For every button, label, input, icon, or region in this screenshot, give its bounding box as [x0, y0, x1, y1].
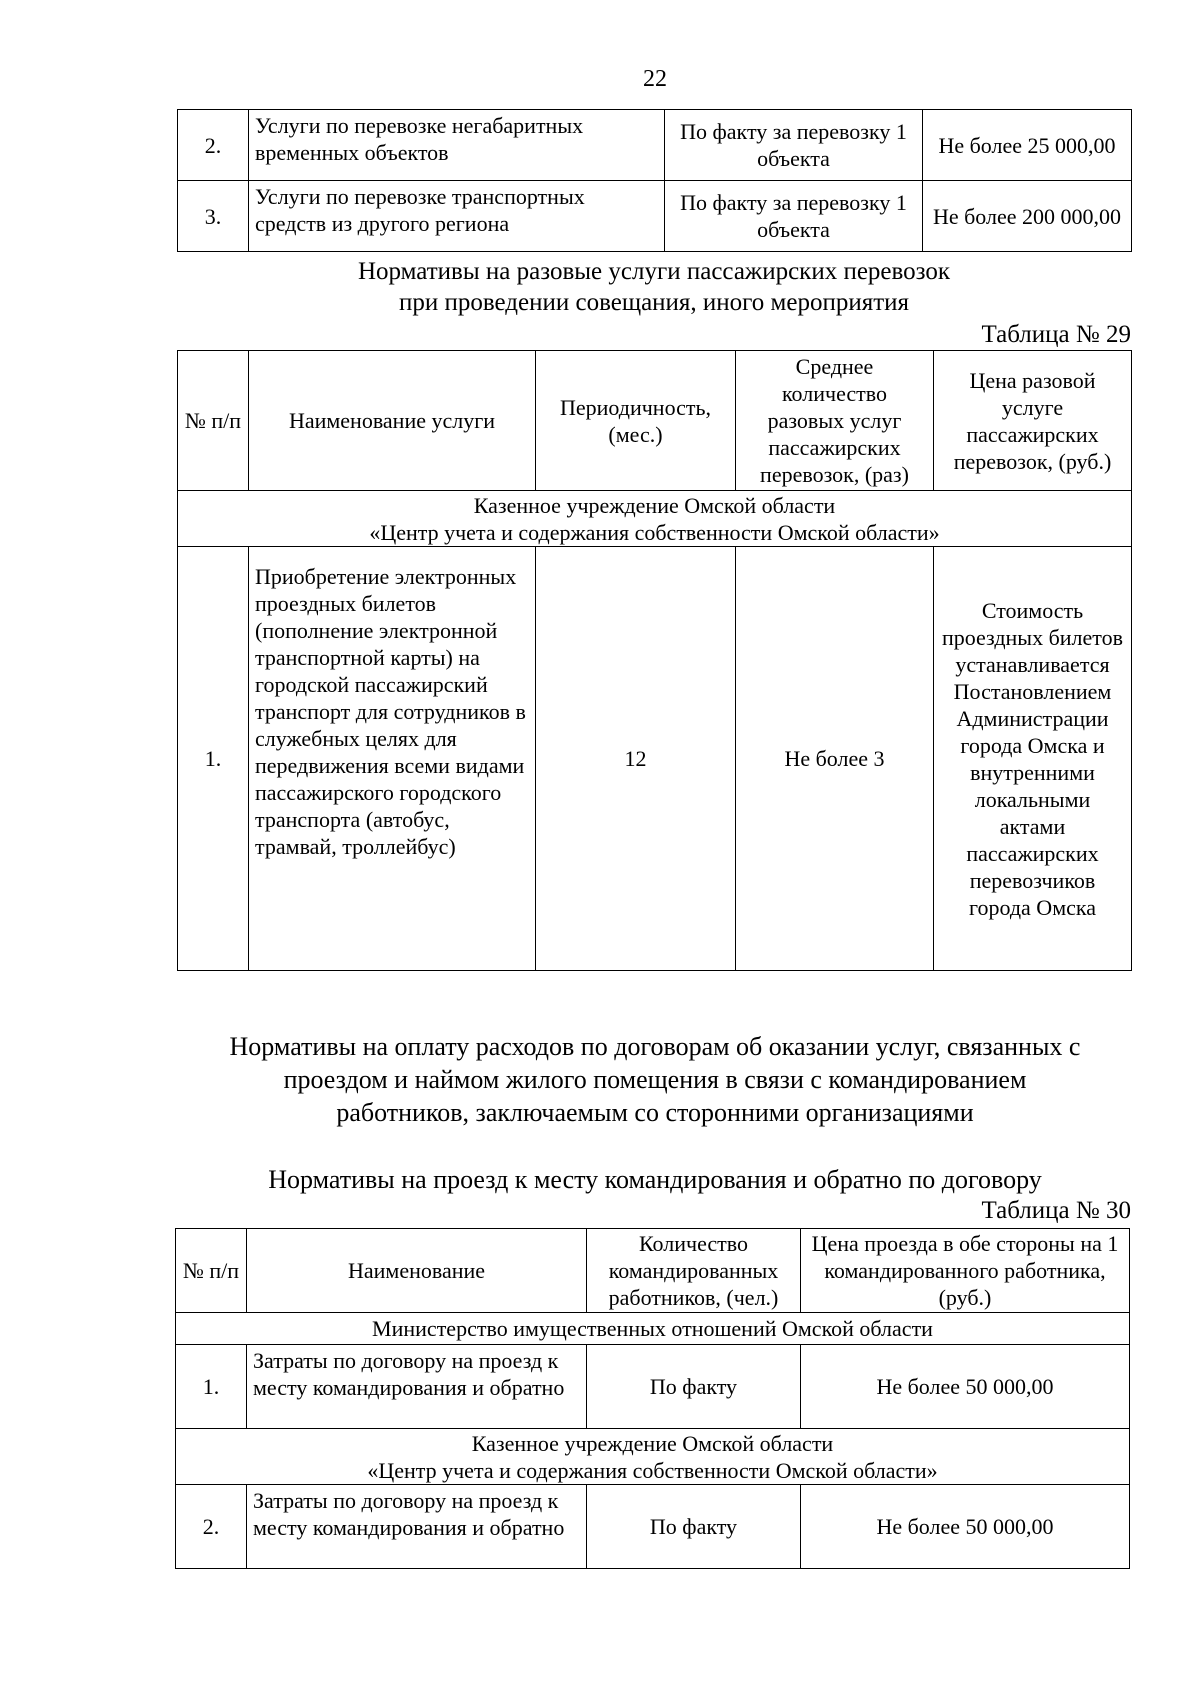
section-heading — [177, 256, 1131, 318]
cost-name: Затраты по договору на проезд к месту командирования и обратно — [247, 1345, 587, 1429]
column-header-num: № п/п — [176, 1229, 247, 1313]
service-period: 12 — [536, 547, 736, 971]
service-price: Стоимость проездных билетов устанавливается Постановлением Администрации города Омска и внутренними локальными актами пассажирских перевозчиков города Омска — [934, 547, 1132, 971]
group-title — [178, 491, 1132, 547]
table-row — [176, 1345, 1130, 1429]
group-title-line: «Центр учета и содержания собственности Омской области» — [369, 519, 940, 545]
table-29 — [177, 350, 1132, 971]
section-heading-line: работников, заключаемым со сторонними организациями — [336, 1098, 974, 1127]
section-heading-line: Нормативы на оплату расходов по договорам об оказании услуг, связанных с — [229, 1032, 1081, 1061]
row-number: 1. — [178, 547, 249, 971]
cost-price: Не более 50 000,00 — [801, 1345, 1130, 1429]
row-number: 2. — [176, 1485, 247, 1569]
cost-name: Затраты по договору на проезд к месту командирования и обратно — [247, 1485, 587, 1569]
row-number: 2. — [178, 110, 249, 181]
page-number: 22 — [643, 66, 667, 92]
row-number: 1. — [176, 1345, 247, 1429]
continued-table — [177, 109, 1132, 252]
group-title-line: Казенное учреждение Омской области — [471, 1430, 834, 1456]
column-header-period: Периодичность, (мес.) — [536, 351, 736, 491]
group-title-line: Казенное учреждение Омской области — [473, 492, 836, 518]
column-header-price: Цена разовой услуге пассажирских перевозок, (руб.) — [934, 351, 1132, 491]
table-header-row — [178, 351, 1132, 491]
section-heading — [100, 1030, 1200, 1129]
section-heading-line: проездом и наймом жилого помещения в связи с командированием — [283, 1065, 1027, 1094]
group-title-line: «Центр учета и содержания собственности Омской области» — [367, 1457, 938, 1483]
service-price: Не более 200 000,00 — [923, 181, 1132, 252]
table-row — [176, 1485, 1130, 1569]
table-label: Таблица № 29 — [981, 321, 1131, 348]
table-header-row — [176, 1229, 1130, 1313]
cost-price: Не более 50 000,00 — [801, 1485, 1130, 1569]
cost-count: По факту — [587, 1345, 801, 1429]
group-title: Министерство имущественных отношений Омской области — [176, 1313, 1130, 1345]
service-name: Услуги по перевозке транспортных средств из другого региона — [249, 181, 665, 252]
row-number: 3. — [178, 181, 249, 252]
column-header-num: № п/п — [178, 351, 249, 491]
table-label: Таблица № 30 — [981, 1197, 1131, 1224]
table-row — [178, 181, 1132, 252]
service-basis: По факту за перевозку 1 объекта — [665, 110, 923, 181]
service-name: Услуги по перевозке негабаритных временных объектов — [249, 110, 665, 181]
column-header-count: Количество командированных работников, (чел.) — [587, 1229, 801, 1313]
column-header-count: Среднее количество разовых услуг пассажирских перевозок, (раз) — [736, 351, 934, 491]
service-price: Не более 25 000,00 — [923, 110, 1132, 181]
section-subheading: Нормативы на проезд к месту командирования и обратно по договору — [268, 1165, 1042, 1194]
group-title — [176, 1429, 1130, 1485]
table-row — [178, 110, 1132, 181]
column-header-name: Наименование — [247, 1229, 587, 1313]
section-heading-line: Нормативы на разовые услуги пассажирских перевозок — [357, 258, 951, 285]
group-row — [176, 1313, 1130, 1345]
cost-count: По факту — [587, 1485, 801, 1569]
service-name: Приобретение электронных проездных билетов (пополнение электронной транспортной карты) на городской пассажирский транспорт для сотрудников в служебных целях для передвижения всеми видами пассажирского городского транспорта (автобус, трамвай, троллейбус) — [249, 547, 536, 971]
table-row — [178, 547, 1132, 971]
group-row — [178, 491, 1132, 547]
column-header-name: Наименование услуги — [249, 351, 536, 491]
table-30 — [175, 1228, 1130, 1569]
group-row — [176, 1429, 1130, 1485]
service-count: Не более 3 — [736, 547, 934, 971]
column-header-price: Цена проезда в обе стороны на 1 командированного работника, (руб.) — [801, 1229, 1130, 1313]
service-basis: По факту за перевозку 1 объекта — [665, 181, 923, 252]
section-heading-line: при проведении совещания, иного мероприятия — [398, 289, 910, 316]
